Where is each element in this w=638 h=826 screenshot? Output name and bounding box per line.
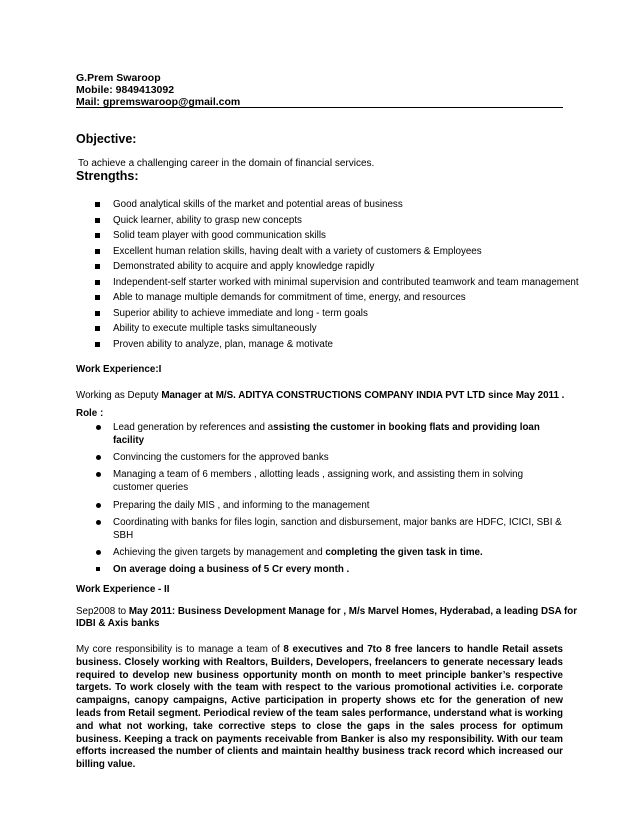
list-item: [95, 244, 575, 260]
list-item: [95, 421, 565, 447]
work-2-dates-prefix: Sep2008 to: [76, 606, 129, 617]
list-item: [95, 451, 565, 464]
objective-text: To achieve a challenging career in the domain of financial services.: [78, 158, 375, 169]
square-bullet-icon: [95, 264, 100, 269]
list-item: [95, 306, 575, 322]
mobile-number: Mobile: 9849413092: [76, 84, 175, 96]
strengths-heading: Strengths:: [76, 169, 139, 183]
role-text: Preparing the daily MIS , and informing to the management: [113, 499, 370, 511]
role-text-bold: ssisting the customer in booking flats and providing loan facility: [113, 422, 540, 446]
work-1-intro-prefix: Working as Deputy: [76, 390, 162, 401]
list-item: [95, 290, 575, 306]
bullet-icon: [96, 425, 101, 430]
square-bullet-icon: [95, 218, 100, 223]
square-bullet-icon: [95, 326, 100, 331]
strengths-list: [95, 197, 579, 352]
list-item: [95, 563, 565, 576]
role-text: Achieving the given targets by management and: [113, 546, 326, 558]
list-item: [95, 213, 575, 229]
email-address: Mail: gpremswaroop@gmail.com: [76, 96, 241, 108]
bullet-icon: [96, 503, 101, 508]
square-bullet-icon: [96, 567, 100, 571]
list-item: [95, 516, 565, 542]
strength-text: Quick learner, ability to grasp new concepts: [113, 214, 302, 226]
list-item: [95, 275, 579, 291]
square-bullet-icon: [95, 342, 100, 347]
roles-list: [95, 421, 565, 580]
work-2-banks: IDBI & Axis banks: [76, 618, 160, 629]
work-experience-2-heading: Work Experience - II: [76, 584, 170, 595]
strength-text: Ability to execute multiple tasks simultaneously: [113, 323, 317, 334]
list-item: [95, 228, 575, 244]
work-1-intro: [76, 390, 564, 401]
list-item: [95, 321, 575, 337]
strength-text: Able to manage multiple demands for commitment of time, energy, and resources: [113, 292, 466, 303]
work-2-line-1: [76, 606, 577, 617]
strength-text: Proven ability to analyze, plan, manage & motivate: [113, 338, 334, 350]
list-item: [95, 546, 565, 559]
square-bullet-icon: [95, 295, 100, 300]
list-item: [95, 337, 575, 353]
list-item: [95, 259, 575, 275]
work-experience-1-heading: Work Experience:I: [76, 364, 162, 375]
work-2-line-2: [76, 618, 159, 629]
role-text: Managing a team of 6 members , allotting leads , assigning work, and assisting them in solving customer queries: [113, 469, 524, 494]
bullet-icon: [96, 472, 101, 477]
square-bullet-icon: [95, 249, 100, 254]
role-text-bold: On average doing a business of 5 Cr every month .: [113, 564, 350, 576]
header-divider: [76, 107, 563, 108]
candidate-name: G.Prem Swaroop: [76, 72, 161, 84]
role-text: Coordinating with banks for files login, sanction and disbursement, major banks are HDFC, ICICI, SBI & SBH: [113, 516, 562, 541]
role-text-bold: completing the given task in time.: [325, 546, 483, 558]
role-text: Convincing the customers for the approved banks: [113, 452, 329, 464]
work-2-description-prefix: My core responsibility is to manage a team of: [76, 644, 284, 655]
square-bullet-icon: [95, 202, 100, 207]
role-heading: Role :: [76, 408, 104, 419]
strength-text: Good analytical skills of the market and potential areas of business: [113, 199, 403, 210]
strength-text: Demonstrated ability to acquire and apply knowledge rapidly: [113, 261, 375, 272]
work-2-position: May 2011: Business Development Manage for , M/s Marvel Homes, Hyderabad, a leading DSA for: [128, 606, 578, 617]
bullet-icon: [96, 550, 101, 555]
square-bullet-icon: [95, 280, 100, 285]
role-text: Lead generation by references and a: [113, 422, 274, 433]
work-1-intro-company: Manager at M/S. ADITYA CONSTRUCTIONS COMPANY INDIA PVT LTD since May 2011 .: [161, 390, 565, 401]
strength-text: Excellent human relation skills, having dealt with a variety of customers & Employees: [113, 245, 482, 257]
strength-text: Superior ability to achieve immediate and long - term goals: [113, 307, 368, 319]
list-item: [95, 468, 565, 494]
bullet-icon: [96, 455, 101, 460]
objective-heading: Objective:: [76, 132, 137, 146]
square-bullet-icon: [95, 311, 100, 316]
square-bullet-icon: [95, 233, 100, 238]
strength-text: Independent-self starter worked with minimal supervision and contributed teamwork and team management: [113, 276, 579, 288]
bullet-icon: [96, 520, 101, 525]
work-2-description: [76, 644, 563, 772]
list-item: [95, 197, 575, 213]
strength-text: Solid team player with good communication skills: [113, 230, 326, 241]
list-item: [95, 499, 565, 512]
work-2-description-bold: 8 executives and 7to 8 free lancers to handle Retail assets business. Closely working with Realtors, Builders, Developers, freelancers to generate necessary leads required to develop new business opportunity month on month to meet principle banker’s respective targets. To work closely with the team with respect to the various promotional activities i.e. corporate campaigns, canopy campaigns, Active participation in property shows etc for the generation of new leads from Retail segment. Periodical review of the team sales performance, understand what is working and what not working, take corrective steps to close the gaps in the sales process for optimum business. Keeping a track on payments receivable from Banker is also my responsibility. With our team efforts increased the number of clients and maintain healthy business track record which increased our billing value.: [76, 644, 564, 771]
